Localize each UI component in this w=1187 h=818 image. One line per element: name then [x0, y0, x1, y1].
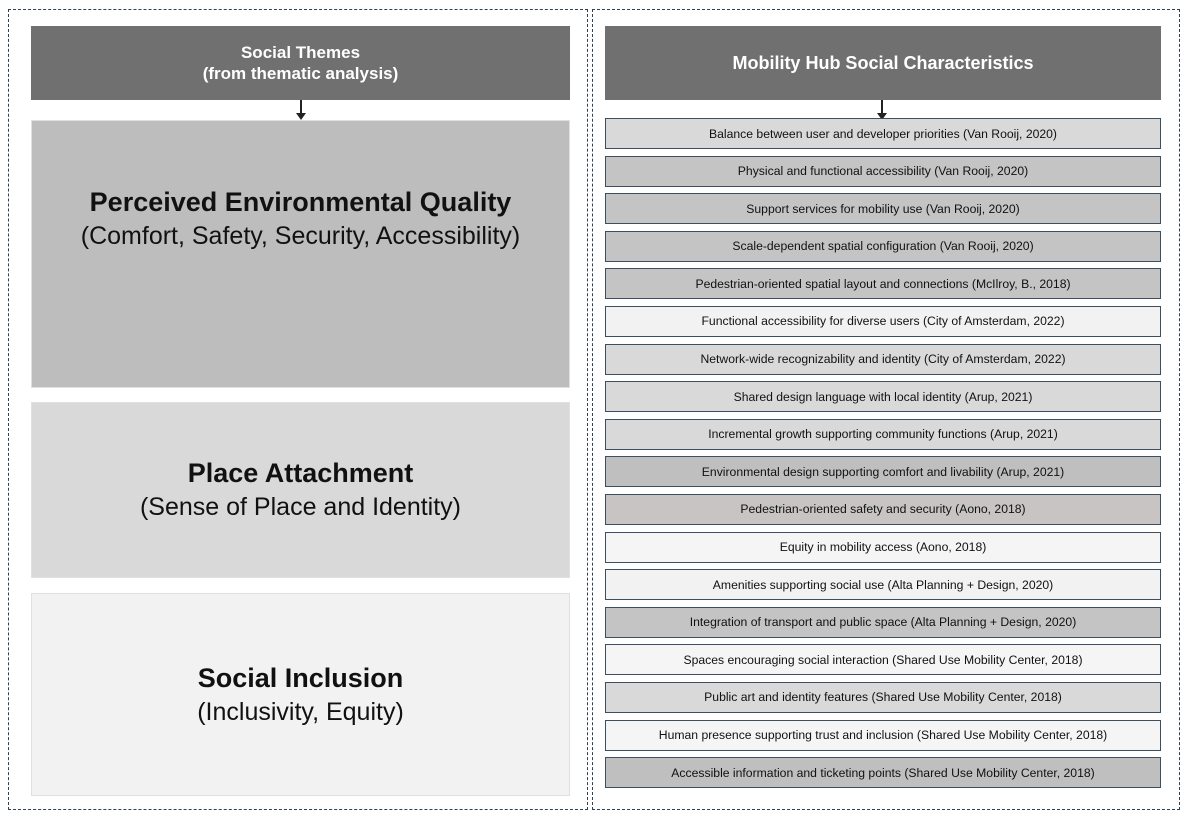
characteristic-item: Human presence supporting trust and inclusion (Shared Use Mobility Center, 2018) — [605, 720, 1161, 751]
characteristics-list — [605, 118, 1161, 795]
theme-box-place-attachment — [31, 402, 570, 578]
down-arrow-icon — [296, 100, 306, 120]
social-themes-panel — [8, 9, 588, 810]
characteristic-item: Amenities supporting social use (Alta Planning + Design, 2020) — [605, 569, 1161, 600]
characteristic-item: Shared design language with local identity (Arup, 2021) — [605, 381, 1161, 412]
characteristic-item: Support services for mobility use (Van Rooij, 2020) — [605, 193, 1161, 224]
characteristics-header — [605, 26, 1161, 100]
characteristic-item: Balance between user and developer priorities (Van Rooij, 2020) — [605, 118, 1161, 149]
theme-title: Social Inclusion — [197, 662, 404, 693]
theme-subtitle: (Sense of Place and Identity) — [139, 493, 462, 521]
characteristics-header-title: Mobility Hub Social Characteristics — [732, 52, 1034, 73]
characteristic-item: Spaces encouraging social interaction (Shared Use Mobility Center, 2018) — [605, 644, 1161, 675]
social-themes-header-line1: Social Themes — [240, 43, 361, 62]
characteristic-item: Scale-dependent spatial configuration (Van Rooij, 2020) — [605, 231, 1161, 262]
down-arrow-icon — [877, 100, 887, 120]
social-themes-header-line2: (from thematic analysis) — [202, 64, 399, 83]
characteristic-item: Public art and identity features (Shared Use Mobility Center, 2018) — [605, 682, 1161, 713]
theme-box-social-inclusion — [31, 593, 570, 796]
theme-box-perceived-environmental-quality — [31, 120, 570, 388]
characteristic-item: Network-wide recognizability and identity (City of Amsterdam, 2022) — [605, 344, 1161, 375]
characteristic-item: Functional accessibility for diverse users (City of Amsterdam, 2022) — [605, 306, 1161, 337]
characteristic-item: Accessible information and ticketing points (Shared Use Mobility Center, 2018) — [605, 757, 1161, 788]
characteristic-item: Environmental design supporting comfort and livability (Arup, 2021) — [605, 456, 1161, 487]
theme-title: Perceived Environmental Quality — [89, 187, 512, 217]
theme-title: Place Attachment — [187, 458, 414, 488]
theme-subtitle: (Comfort, Safety, Security, Accessibility) — [80, 222, 521, 250]
characteristics-panel — [592, 9, 1180, 810]
characteristic-item: Integration of transport and public space (Alta Planning + Design, 2020) — [605, 607, 1161, 638]
characteristic-item: Pedestrian-oriented spatial layout and connections (McIlroy, B., 2018) — [605, 268, 1161, 299]
social-themes-header — [31, 26, 570, 100]
characteristic-item: Physical and functional accessibility (Van Rooij, 2020) — [605, 156, 1161, 187]
characteristic-item: Pedestrian-oriented safety and security (Aono, 2018) — [605, 494, 1161, 525]
theme-subtitle: (Inclusivity, Equity) — [197, 697, 404, 726]
characteristic-item: Incremental growth supporting community functions (Arup, 2021) — [605, 419, 1161, 450]
characteristic-item: Equity in mobility access (Aono, 2018) — [605, 532, 1161, 563]
